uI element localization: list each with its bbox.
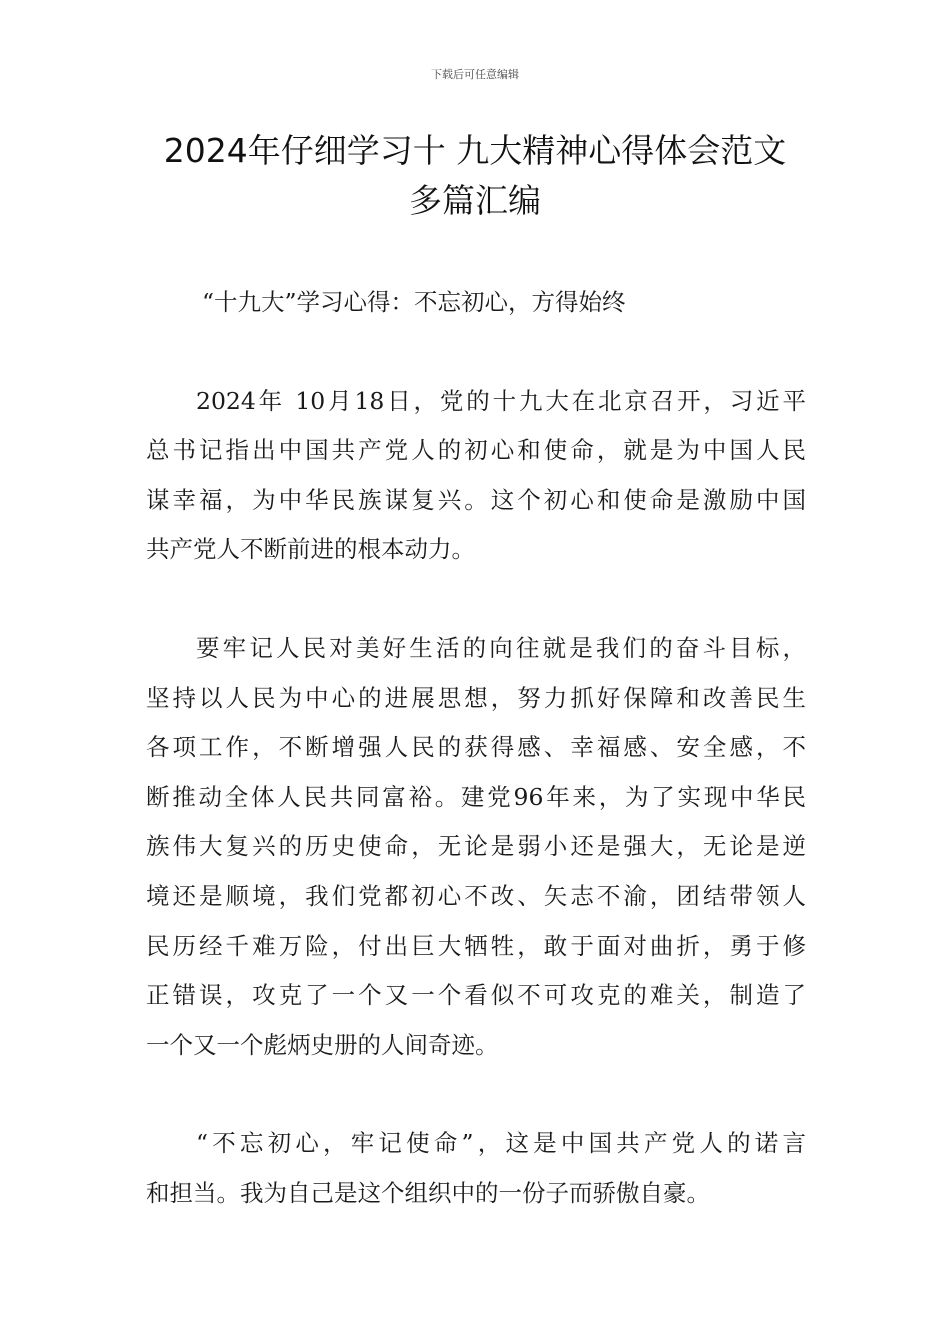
paragraph-line: 族伟大复兴的历史使命，无论是弱小还是强大，无论是逆	[146, 832, 806, 861]
paragraph-line: 要牢记人民对美好生活的向往就是我们的奋斗目标，	[196, 633, 806, 662]
paragraph-line: 境还是顺境，我们党都初心不改、矢志不渝，团结带领人	[146, 881, 806, 910]
section-subtitle	[202, 278, 806, 328]
header-note: 下载后可任意编辑	[431, 68, 519, 81]
subtitle-line: “十九大”学习心得：不忘初心，方得始终	[202, 288, 626, 316]
title-line: 多篇汇编	[409, 181, 541, 220]
paragraph-3	[146, 1119, 806, 1218]
paragraph-1	[146, 377, 806, 575]
paragraph-line: 坚持以人民为中心的进展思想，努力抓好保障和改善民生	[146, 683, 806, 712]
paragraph-line: 谋幸福，为中华民族谋复兴。这个初心和使命是激励中国	[146, 485, 806, 514]
document-body	[146, 278, 806, 1219]
paragraph-line: 一个又一个彪炳史册的人间奇迹。	[146, 1030, 499, 1059]
paragraph-line: 共产党人不断前进的根本动力。	[146, 535, 475, 564]
title-line: 2024年仔细学习十 九大精神心得体会范文	[163, 131, 787, 170]
document-title	[100, 126, 850, 226]
paragraph-line: 2024年 10月18日，党的十九大在北京召开，习近平	[196, 386, 806, 415]
paragraph-line: 各项工作，不断增强人民的获得感、幸福感、安全感，不	[146, 733, 806, 762]
paragraph-2	[146, 624, 806, 1070]
paragraph-line: 正错误，攻克了一个又一个看似不可攻克的难关，制造了	[146, 981, 806, 1010]
paragraph-line: “不忘初心，牢记使命”，这是中国共产党人的诺言	[196, 1129, 806, 1158]
paragraph-line: 断推动全体人民共同富裕。建党96年来，为了实现中华民	[146, 782, 806, 811]
paragraph-line: 民历经千难万险，付出巨大牺牲，敢于面对曲折，勇于修	[146, 931, 806, 960]
paragraph-line: 总书记指出中国共产党人的初心和使命，就是为中国人民	[146, 436, 806, 465]
paragraph-line: 和担当。我为自己是这个组织中的一份子而骄傲自豪。	[146, 1178, 710, 1207]
